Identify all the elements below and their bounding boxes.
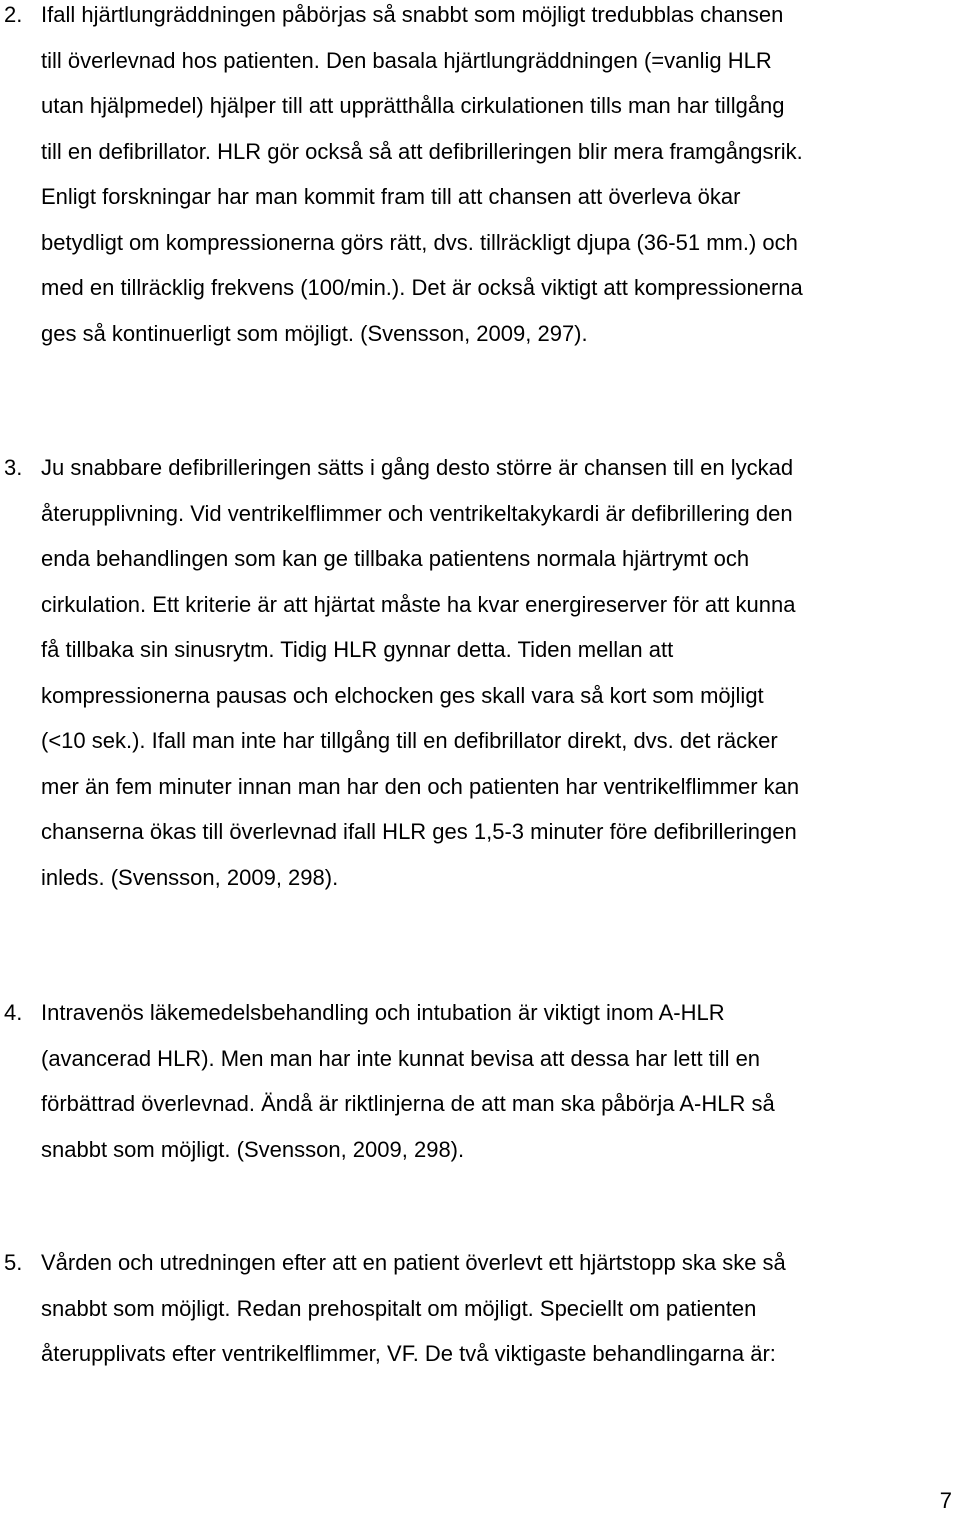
paragraph-text [41,0,957,356]
text-line: (<10 sek.). Ifall man inte har tillgång till en defibrillator direkt, dvs. det räcker [41,728,778,753]
text-line: cirkulation. Ett kriterie är att hjärtat måste ha kvar energireserver för att kunna [41,591,796,617]
text-line: chanserna ökas till överlevnad ifall HLR ges 1,5-3 minuter före defibrilleringen [41,819,797,844]
list-number: 2. [4,2,23,27]
text-line: snabbt som möjligt. (Svensson, 2009, 298). [41,1136,465,1162]
text-line: Enligt forskningar har man kommit fram till att chansen att överleva ökar [41,184,741,209]
text-line: Ifall hjärtlungräddningen påbörjas så snabbt som möjligt tredubblas chansen [41,2,784,27]
paragraph-text [41,990,957,1172]
paragraph-text [41,1240,957,1377]
text-line: utan hjälpmedel) hjälper till att upprätthålla cirkulationen tills man har tillgång [41,93,785,118]
text-line: Intravenös läkemedelsbehandling och intubation är viktigt inom A-HLR [41,1000,725,1025]
text-line: till överlevnad hos patienten. Den basala hjärtlungräddningen (=vanlig HLR [41,47,772,73]
text-line: återupplivning. Vid ventrikelflimmer och ventrikeltakykardi är defibrillering den [41,500,793,526]
text-line: mer än fem minuter innan man har den och patienten har ventrikelflimmer kan [41,773,800,799]
text-line: inleds. (Svensson, 2009, 298). [41,864,339,890]
text-line: ges så kontinuerligt som möjligt. (Svensson, 2009, 297). [41,320,588,346]
list-number: 5. [4,1250,23,1275]
text-line: (avancerad HLR). Men man har inte kunnat bevisa att dessa har lett till en [41,1045,761,1071]
page-number: 7 [939,1488,952,1513]
text-line: Ju snabbare defibrilleringen sätts i gång desto större är chansen till en lyckad [41,455,794,480]
text-line: få tillbaka sin sinusrytm. Tidig HLR gynnar detta. Tiden mellan att [41,637,674,662]
text-line: Vården och utredningen efter att en patient överlevt ett hjärtstopp ska ske så [41,1250,786,1275]
text-line: till en defibrillator. HLR gör också så att defibrilleringen blir mera framgångsrik. [41,138,803,164]
text-line: förbättrad överlevnad. Ändå är riktlinjerna de att man ska påbörja A-HLR så [41,1091,775,1116]
list-number: 3. [4,455,23,480]
text-line: snabbt som möjligt. Redan prehospitalt om möjligt. Speciellt om patienten [41,1295,757,1321]
text-line: återupplivats efter ventrikelflimmer, VF. De två viktigaste behandlingarna är: [41,1341,776,1366]
text-line: enda behandlingen som kan ge tillbaka patientens normala hjärtrymt och [41,546,750,571]
text-line: med en tillräcklig frekvens (100/min.). Det är också viktigt att kompressionerna [41,275,803,300]
text-line: kompressionerna pausas och elchocken ges skall vara så kort som möjligt [41,682,764,708]
paragraph-text [41,445,957,900]
list-number: 4. [4,1000,23,1025]
text-line: betydligt om kompressionerna görs rätt, dvs. tillräckligt djupa (36-51 mm.) och [41,229,798,255]
